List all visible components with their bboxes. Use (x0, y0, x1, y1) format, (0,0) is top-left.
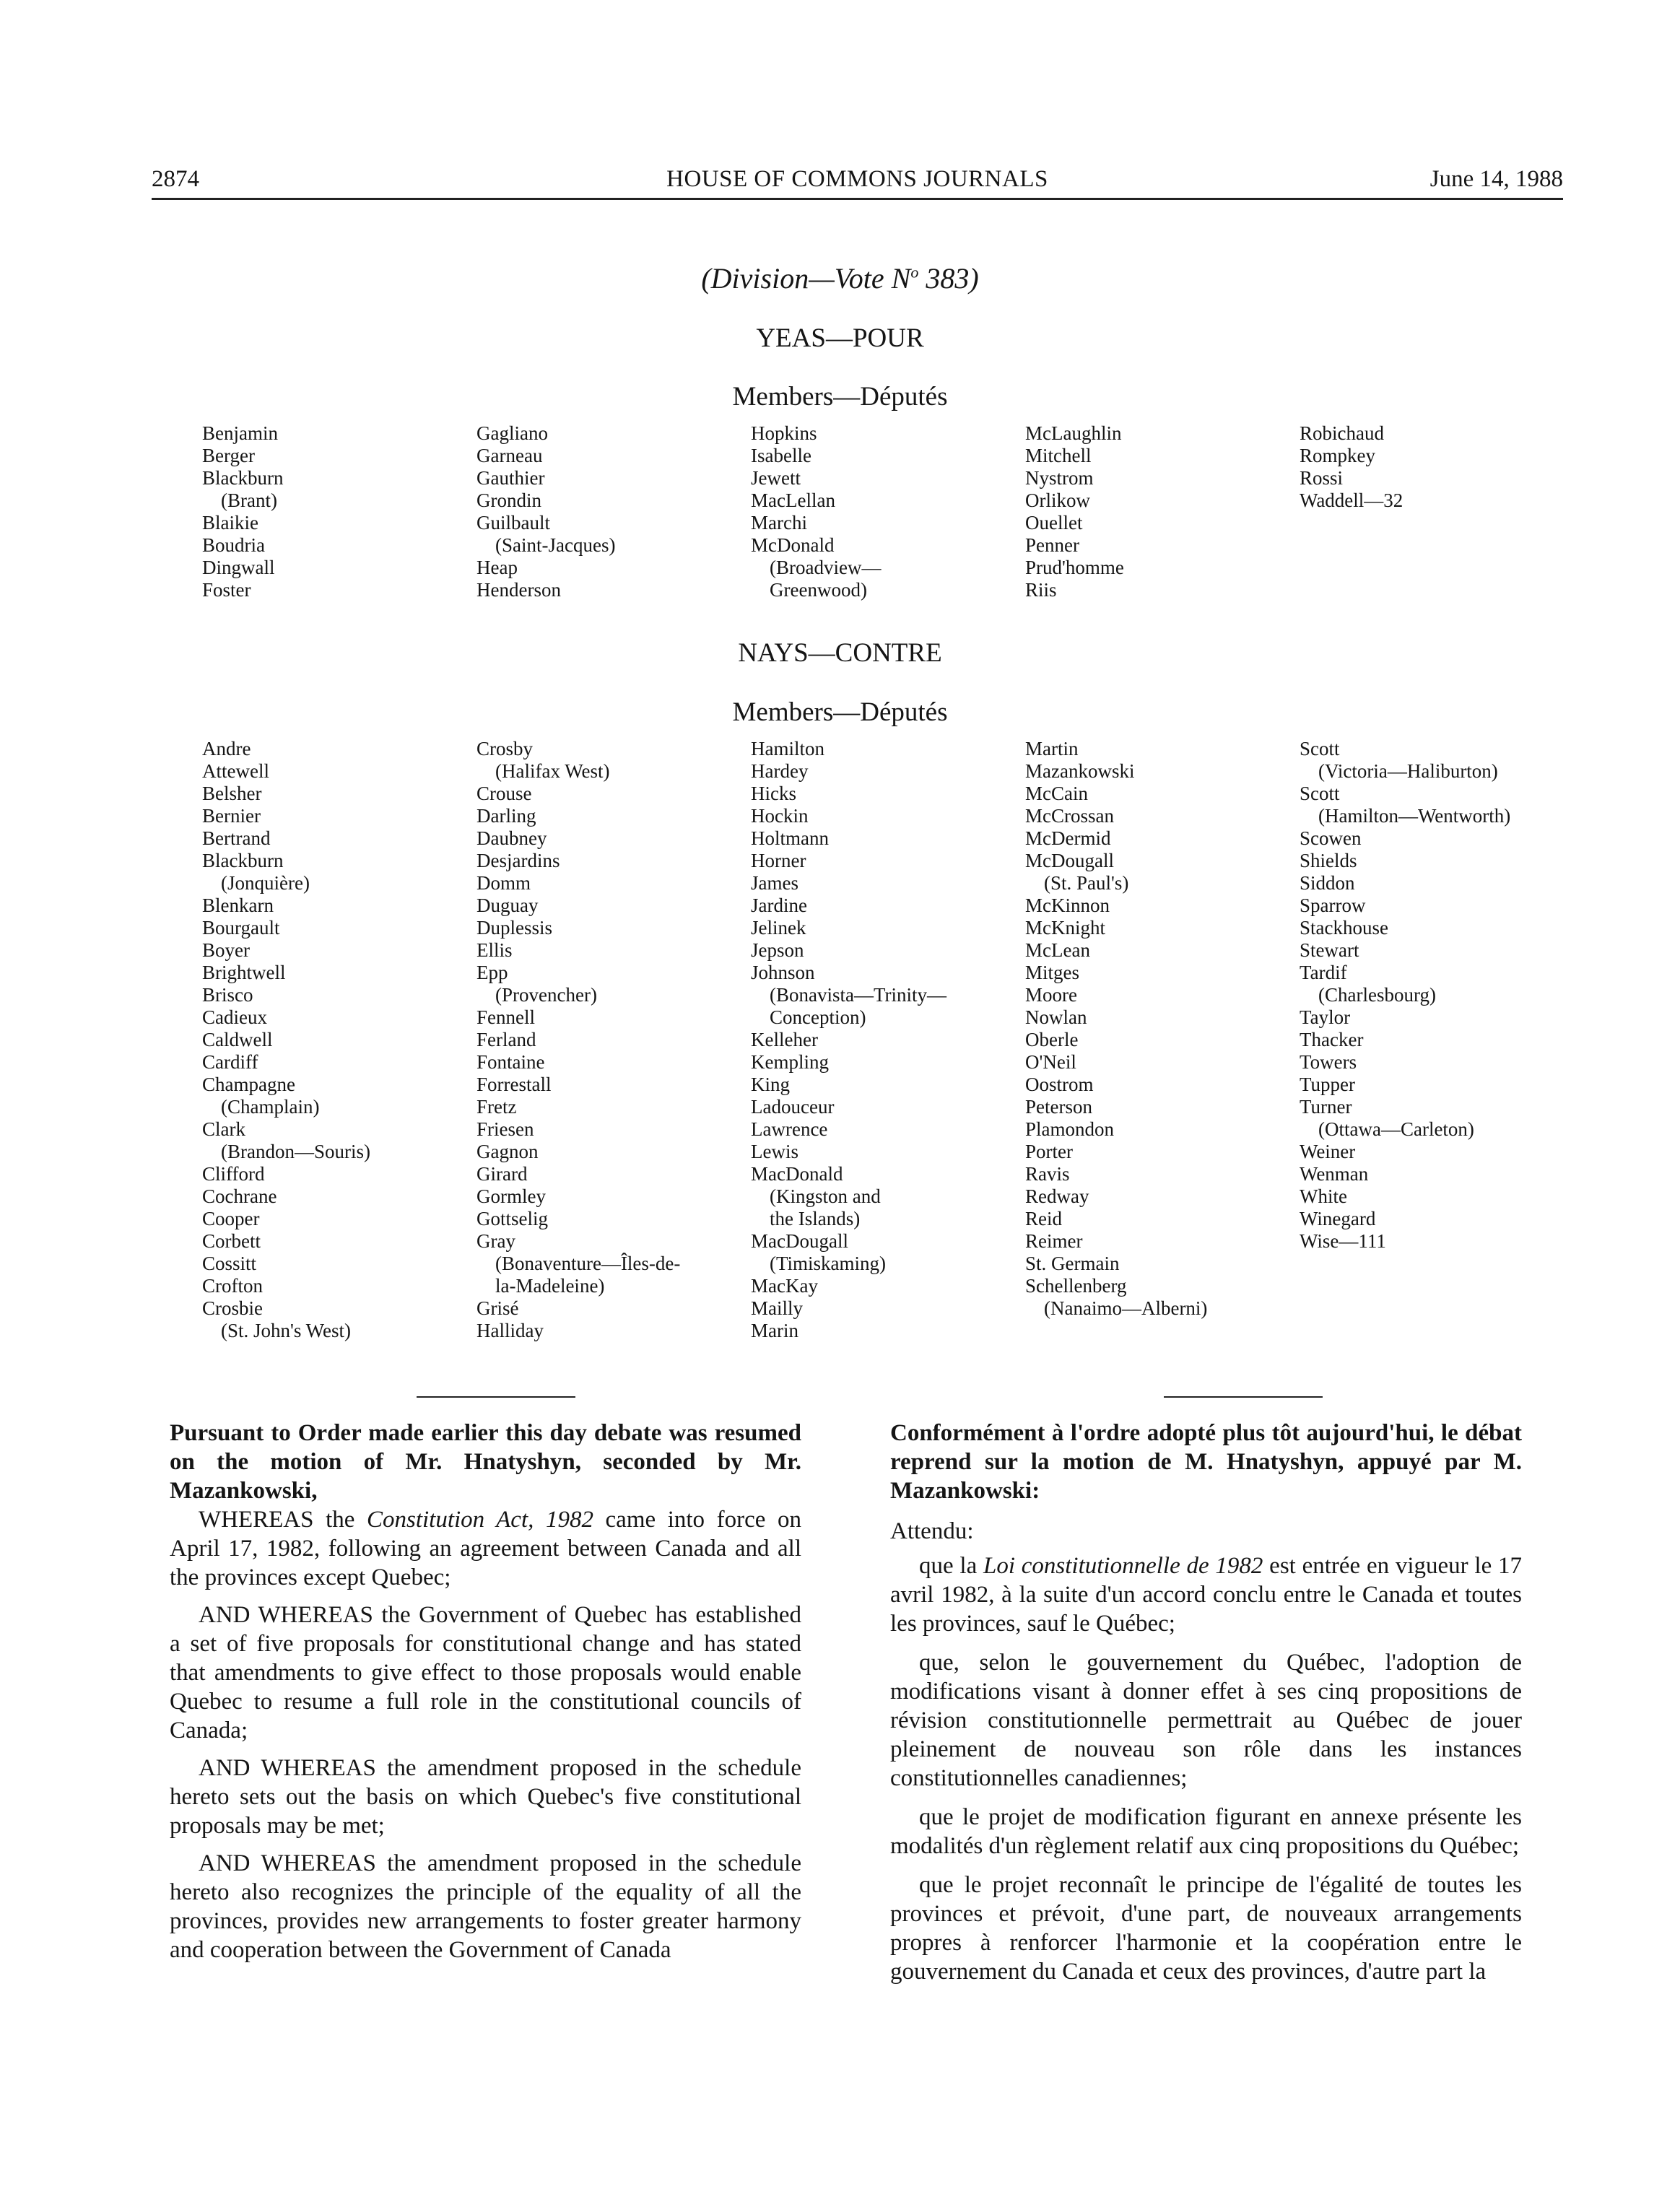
member-name: Reid (1025, 1208, 1062, 1229)
member-name: Bernier (202, 805, 261, 827)
member-name: Gray (476, 1230, 515, 1252)
member-name: Gauthier (476, 467, 545, 489)
nays-heading: NAYS—CONTRE (738, 638, 942, 668)
member-name: la-Madeleine) (495, 1275, 605, 1297)
member-name: Cadieux (202, 1006, 267, 1028)
member-name: MacDonald (751, 1163, 843, 1185)
member-name: Jardine (751, 894, 807, 916)
member-name: (Brandon—Souris) (221, 1141, 370, 1162)
english-para-1: WHEREAS the Constitution Act, 1982 came into force on April 17, 1982, following an agreement between Canada and all the provinces except Quebec; (170, 1507, 801, 1590)
member-name: McDermid (1025, 827, 1111, 849)
member-name: Kelleher (751, 1029, 818, 1050)
member-name: (Bonaventure—Îles-de- (495, 1253, 681, 1274)
yeas-column-1 (202, 422, 476, 601)
member-name: Siddon (1300, 872, 1355, 894)
member-name: Mitges (1025, 962, 1080, 983)
member-name: McLaughlin (1025, 422, 1122, 444)
english-column (170, 1419, 801, 1973)
member-name: Duplessis (476, 917, 553, 939)
member-name: Mitchell (1025, 445, 1092, 466)
member-name: (Victoria—Haliburton) (1318, 760, 1498, 782)
member-name: Conception) (770, 1006, 866, 1028)
member-name: O'Neil (1025, 1051, 1076, 1073)
division-title: (Division—Vote $N^o$ 383) (701, 262, 979, 295)
divider-left (417, 1396, 575, 1398)
member-name: Lawrence (751, 1118, 828, 1140)
yeas-column-2 (476, 422, 751, 601)
member-name: Jelinek (751, 917, 806, 939)
member-name: Scott (1300, 783, 1340, 804)
member-name: Reimer (1025, 1230, 1083, 1252)
member-name: Benjamin (202, 422, 278, 444)
member-name: Ferland (476, 1029, 536, 1050)
journal-title: HOUSE OF COMMONS JOURNALS (666, 166, 1048, 192)
member-name: Kempling (751, 1051, 829, 1073)
member-name: Blenkarn (202, 894, 274, 916)
member-name: Marin (751, 1320, 798, 1341)
nays-column-1 (202, 738, 476, 1342)
nays-column-5 (1300, 738, 1574, 1342)
member-name: Crosby (476, 738, 534, 759)
member-name: McKnight (1025, 917, 1105, 939)
member-name: Fennell (476, 1006, 535, 1028)
member-name: Redway (1025, 1185, 1089, 1207)
member-name: (Brant) (221, 489, 277, 511)
member-name: Rompkey (1300, 445, 1375, 466)
yeas-member-list (202, 422, 1574, 601)
member-name: the Islands) (770, 1208, 861, 1229)
member-name: (Kingston and (770, 1185, 881, 1207)
member-name: Heap (476, 557, 518, 578)
member-name: Ravis (1025, 1163, 1070, 1185)
french-attendu: Attendu: (890, 1518, 974, 1544)
yeas-heading: YEAS—POUR (756, 323, 924, 353)
french-para-4: que le projet reconnaît le principe de l'égalité de toutes les provinces et prévoit, d'une part, de nouveaux arrangements propres à renforcer l'harmonie et la coopération entre le gouvernement du Canada et ceux des provinces, d'autre part la (890, 1872, 1522, 1985)
member-name: Rossi (1300, 467, 1344, 489)
member-name: Scott (1300, 738, 1340, 759)
member-name: Nystrom (1025, 467, 1094, 489)
member-name: (Saint-Jacques) (495, 534, 616, 556)
member-name: Shields (1300, 850, 1357, 871)
member-name: Peterson (1025, 1096, 1092, 1118)
member-name: Brisco (202, 984, 253, 1006)
member-name: Wenman (1300, 1163, 1369, 1185)
member-name: Cardiff (202, 1051, 258, 1073)
member-name: Scowen (1300, 827, 1362, 849)
member-name: Hopkins (751, 422, 817, 444)
member-name: Weiner (1300, 1141, 1356, 1162)
english-para-2: AND WHEREAS the Government of Quebec has established a set of five proposals for constitutional change and has stated that amendments to give effect to those proposals would enable Quebec to resume a full role in the constitutional councils of Canada; (170, 1602, 801, 1744)
member-name: Riis (1025, 579, 1057, 601)
member-name: Gagliano (476, 422, 548, 444)
member-name: Gottselig (476, 1208, 548, 1229)
french-para-1: que la Loi constitutionnelle de 1982 est entrée en vigueur le 17 avril 1982, à la suite d'un accord conclu entre le Canada et toutes les provinces, sauf le Québec; (890, 1553, 1522, 1637)
member-name: Turner (1300, 1096, 1352, 1118)
member-name: Ladouceur (751, 1096, 835, 1118)
member-name: Halliday (476, 1320, 544, 1341)
member-name: Martin (1025, 738, 1079, 759)
nays-column-4 (1025, 738, 1300, 1342)
member-name: Dingwall (202, 557, 275, 578)
page-header (152, 160, 1563, 200)
member-name: (Jonquière) (221, 872, 310, 894)
member-name: Champagne (202, 1074, 295, 1095)
member-name: Crosbie (202, 1297, 263, 1319)
member-name: Prud'homme (1025, 557, 1124, 578)
member-name: Attewell (202, 760, 269, 782)
member-name: Ouellet (1025, 512, 1083, 534)
english-para-3: AND WHEREAS the amendment proposed in the schedule hereto sets out the basis on which Quebec's five constitutional proposals may be met; (170, 1755, 801, 1839)
member-name: Domm (476, 872, 531, 894)
member-name: Garneau (476, 445, 543, 466)
member-name: Guilbault (476, 512, 550, 534)
member-name: (Charlesbourg) (1318, 984, 1436, 1006)
member-name: Bertrand (202, 827, 271, 849)
member-name: (Champlain) (221, 1096, 320, 1118)
member-name: (Hamilton—Wentworth) (1318, 805, 1511, 827)
member-name: Grondin (476, 489, 541, 511)
member-name: Marchi (751, 512, 807, 534)
member-name: Stackhouse (1300, 917, 1388, 939)
french-column (890, 1419, 1522, 1996)
member-name: (Nanaimo—Alberni) (1044, 1297, 1208, 1319)
member-name: Taylor (1300, 1006, 1351, 1028)
member-name: Henderson (476, 579, 561, 601)
member-name: MacLellan (751, 489, 835, 511)
member-name: Caldwell (202, 1029, 273, 1050)
member-name: Penner (1025, 534, 1079, 556)
member-name: Orlikow (1025, 489, 1090, 511)
member-name: Oostrom (1025, 1074, 1094, 1095)
member-name: Clifford (202, 1163, 265, 1185)
member-name: Ellis (476, 939, 513, 961)
member-name: Sparrow (1300, 894, 1366, 916)
member-name: Nowlan (1025, 1006, 1087, 1028)
member-name: Stewart (1300, 939, 1359, 961)
member-name: Corbett (202, 1230, 261, 1252)
member-name: McDougall (1025, 850, 1114, 871)
member-name: McCain (1025, 783, 1088, 804)
divider-right (1164, 1396, 1323, 1398)
member-name: Moore (1025, 984, 1077, 1006)
member-name: Winegard (1300, 1208, 1376, 1229)
member-name: MacKay (751, 1275, 818, 1297)
member-name: Daubney (476, 827, 547, 849)
member-name: (St. John's West) (221, 1320, 351, 1341)
member-name: Clark (202, 1118, 245, 1140)
member-name: Boudria (202, 534, 265, 556)
member-name: St. Germain (1025, 1253, 1120, 1274)
member-name: Gagnon (476, 1141, 539, 1162)
member-name: MacDougall (751, 1230, 848, 1252)
member-name: Hamilton (751, 738, 824, 759)
member-name: Crofton (202, 1275, 263, 1297)
member-name: Belsher (202, 783, 262, 804)
member-name: Blaikie (202, 512, 258, 534)
nays-column-3 (751, 738, 1025, 1342)
member-name: (Provencher) (495, 984, 597, 1006)
member-name: Hardey (751, 760, 809, 782)
member-name: (Bonavista—Trinity— (770, 984, 947, 1006)
member-name: James (751, 872, 798, 894)
member-name: Tardif (1300, 962, 1347, 983)
page-number: 2874 (152, 166, 199, 192)
member-name: Lewis (751, 1141, 798, 1162)
member-name: Johnson (751, 962, 815, 983)
member-name: Fretz (476, 1096, 517, 1118)
member-name: Blackburn (202, 467, 284, 489)
member-name: Greenwood) (770, 579, 867, 601)
member-name: King (751, 1074, 790, 1095)
member-name: Porter (1025, 1141, 1073, 1162)
member-name: Bourgault (202, 917, 280, 939)
member-name: Berger (202, 445, 255, 466)
member-name: Mailly (751, 1297, 803, 1319)
member-name: Jewett (751, 467, 801, 489)
member-name: (Halifax West) (495, 760, 610, 782)
member-name: Epp (476, 962, 508, 983)
member-name: Crouse (476, 783, 532, 804)
member-name: Friesen (476, 1118, 534, 1140)
member-name: Desjardins (476, 850, 560, 871)
member-name: Tupper (1300, 1074, 1356, 1095)
member-name: Hockin (751, 805, 809, 827)
member-name: McDonald (751, 534, 835, 556)
member-name: Schellenberg (1025, 1275, 1127, 1297)
nays-member-list (202, 738, 1574, 1342)
member-name: Mazankowski (1025, 760, 1135, 782)
member-name: Cooper (202, 1208, 260, 1229)
member-name: Waddell—32 (1300, 489, 1403, 511)
member-name: Boyer (202, 939, 250, 961)
member-name: Cochrane (202, 1185, 277, 1207)
member-name: Brightwell (202, 962, 286, 983)
member-name: White (1300, 1185, 1347, 1207)
member-name: Andre (202, 738, 251, 759)
member-name: McKinnon (1025, 894, 1110, 916)
member-name: Forrestall (476, 1074, 552, 1095)
nays-column-2 (476, 738, 751, 1342)
member-name: (St. Paul's) (1044, 872, 1129, 894)
member-name: Isabelle (751, 445, 811, 466)
member-name: McLean (1025, 939, 1090, 961)
member-name: Hicks (751, 783, 796, 804)
french-para-2: que, selon le gouvernement du Québec, l'adoption de modifications visant à donner effet à ses cinq propositions de révision constitutionnelle permettrait au Québec de jouer pleinement de nouveau son rôle dans les instances constitutionnelles canadiennes; (890, 1650, 1522, 1791)
journal-date: June 14, 1988 (1429, 166, 1563, 192)
member-name: (Timiskaming) (770, 1253, 887, 1274)
member-name: Darling (476, 805, 536, 827)
member-name: Duguay (476, 894, 539, 916)
yeas-column-4 (1025, 422, 1300, 601)
member-name: (Broadview— (770, 557, 882, 578)
yeas-column-3 (751, 422, 1025, 601)
nays-subheading: Members—Députés (732, 697, 948, 727)
french-para-3: que le projet de modification figurant en annexe présente les modalités d'un règlement relatif aux cinq propositions du Québec; (890, 1804, 1522, 1859)
member-name: Wise—111 (1300, 1230, 1386, 1252)
member-name: Robichaud (1300, 422, 1384, 444)
english-para-4: AND WHEREAS the amendment proposed in the schedule hereto also recognizes the principle of the equality of all the provinces, provides new arrangements to foster greater harmony and cooperation between the Government of Canada (170, 1850, 801, 1963)
member-name: Blackburn (202, 850, 284, 871)
member-name: Jepson (751, 939, 804, 961)
member-name: Cossitt (202, 1253, 257, 1274)
member-name: Thacker (1300, 1029, 1364, 1050)
member-name: Towers (1300, 1051, 1357, 1073)
yeas-subheading: Members—Députés (732, 382, 948, 412)
french-intro: Conformément à l'ordre adopté plus tôt aujourd'hui, le débat reprend sur la motion de M. Hnatyshyn, appuyé par M. Mazankowski: (890, 1420, 1522, 1504)
member-name: Foster (202, 579, 251, 601)
member-name: Plamondon (1025, 1118, 1115, 1140)
member-name: McCrossan (1025, 805, 1114, 827)
member-name: Oberle (1025, 1029, 1079, 1050)
member-name: Fontaine (476, 1051, 545, 1073)
member-name: Gormley (476, 1185, 546, 1207)
english-intro: Pursuant to Order made earlier this day debate was resumed on the motion of Mr. Hnatyshyn, seconded by Mr. Mazankowski, (170, 1420, 801, 1504)
member-name: (Ottawa—Carleton) (1318, 1118, 1474, 1140)
member-name: Holtmann (751, 827, 829, 849)
yeas-column-5 (1300, 422, 1574, 601)
member-name: Girard (476, 1163, 528, 1185)
member-name: Grisé (476, 1297, 519, 1319)
member-name: Horner (751, 850, 806, 871)
